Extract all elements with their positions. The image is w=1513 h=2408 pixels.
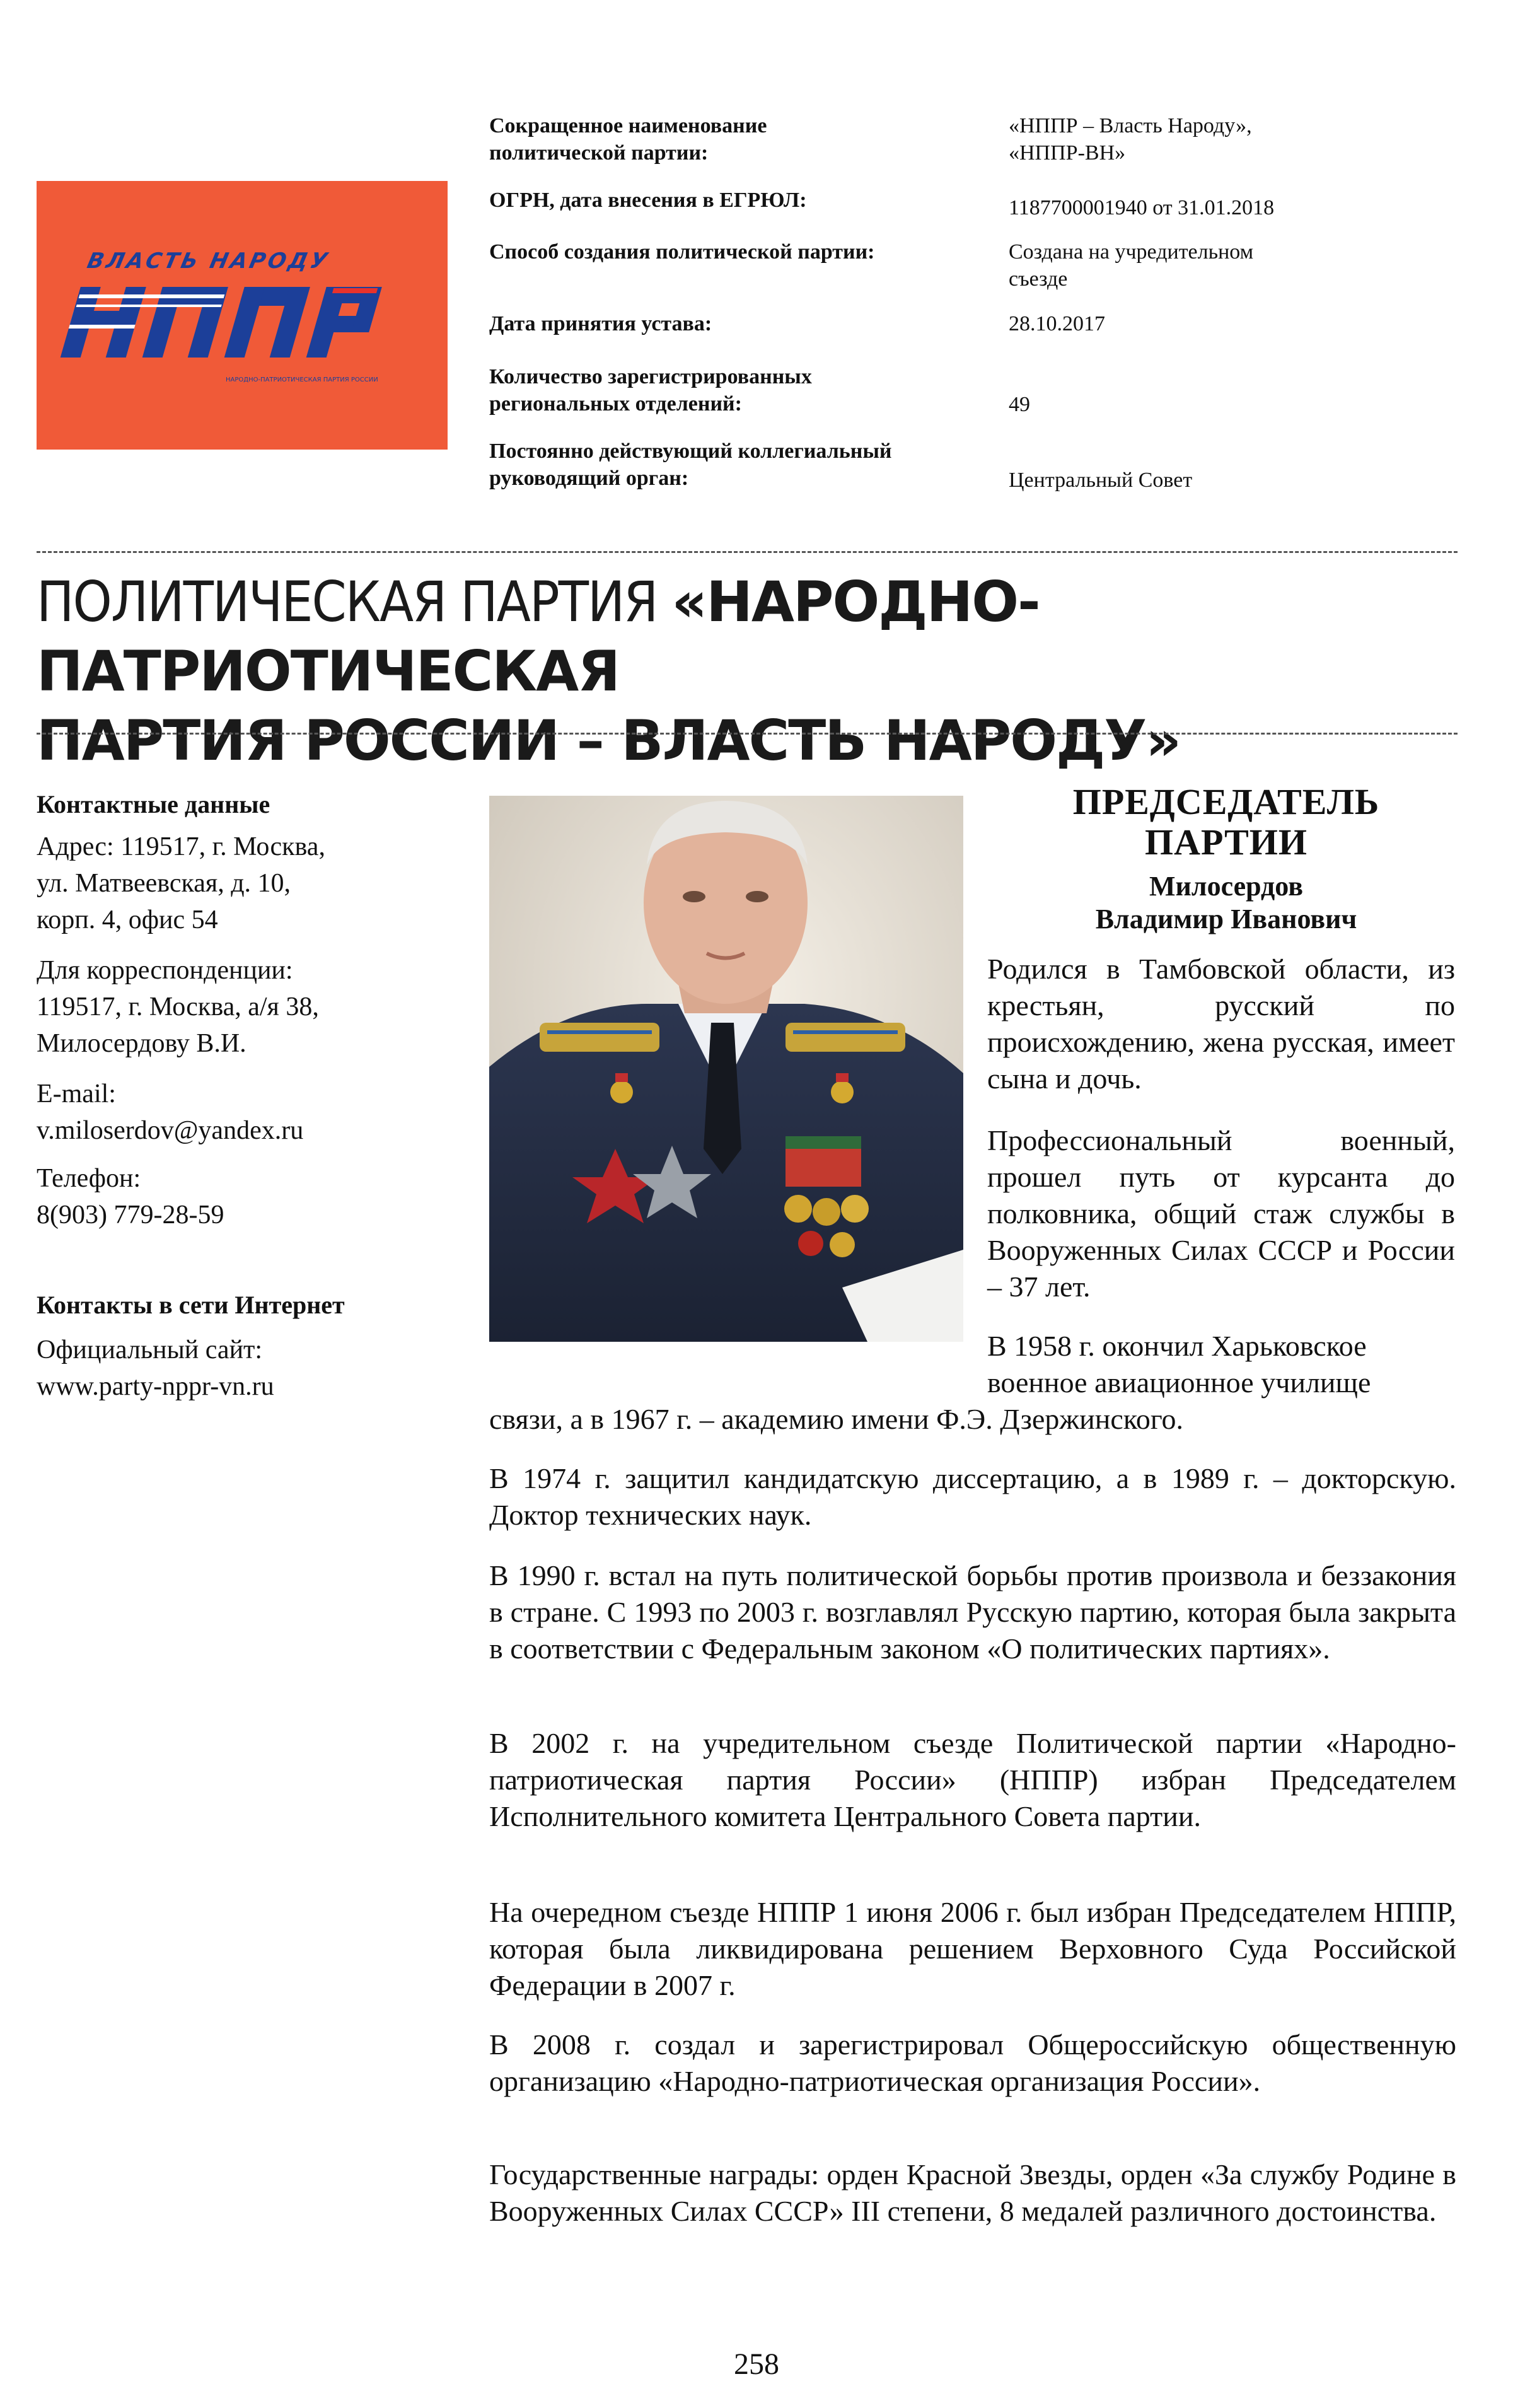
bio-paragraph-6: В 2002 г. на учредительном съезде Политической партии «Народно-патриотическая партия России» (НППР) избран Председателем Исполнительного комитета Центрального Совета партии. [489, 1727, 1456, 1832]
logo-tagline: ВЛАСТЬ НАРОДУ [84, 248, 332, 274]
contacts-email: E-mail: v.miloserdov@yandex.ru [37, 1079, 304, 1145]
title-bold-part-2: ПАРТИЯ РОССИИ – ВЛАСТЬ НАРОДУ» [37, 708, 1181, 773]
info-value-short-name: «НППР – Власть Народу», «НППР-ВН» [1009, 114, 1252, 165]
contacts-phone: Телефон: 8(903) 779-28-59 [37, 1164, 224, 1230]
info-value-regional-branches: 49 [1009, 393, 1030, 416]
info-label-charter-date: Дата принятия устава: [489, 312, 712, 335]
divider-bottom [37, 733, 1458, 735]
info-label-regional-branches: Количество зарегистрированных региональных отделений: [489, 365, 812, 416]
logo-small-text: НАРОДНО-ПАТРИОТИЧЕСКАЯ ПАРТИЯ РОССИИ [226, 376, 378, 383]
contacts-correspondence: Для корреспонденции: 119517, г. Москва, а/я 38, Милосердову В.И. [37, 956, 319, 1058]
page-title [37, 567, 1468, 776]
divider-top [37, 551, 1458, 553]
bio-paragraph-5: В 1990 г. встал на путь политической борьбы против произвола и беззакония в стране. С 1993 по 2003 г. возглавлял Русскую партию, которая была закрыта в соответствии с Федеральным законом «О политических партиях». [489, 1559, 1456, 1665]
title-light-part: ПОЛИТИЧЕСКАЯ ПАРТИЯ [37, 569, 672, 634]
info-value-charter-date: 28.10.2017 [1009, 312, 1105, 335]
party-logo [37, 181, 448, 450]
bio-paragraph-4: В 1974 г. защитил кандидатскую диссертацию, а в 1989 г. – докторскую. Доктор технических наук. [489, 1462, 1456, 1531]
bio-paragraph-3a: В 1958 г. окончил Харьковское военное авиационное училище [987, 1330, 1371, 1399]
bio-paragraph-9: Государственные награды: орден Красной Звезды, орден «За службу Родине в Вооруженных Силах СССР» III степени, 8 медалей различного достоинства. [489, 2158, 1456, 2227]
chairman-title-line2: ПАРТИИ [1144, 822, 1308, 863]
internet-heading: Контакты в сети Интернет [37, 1291, 345, 1319]
bio-paragraph-8: В 2008 г. создал и зарегистрировал Общероссийскую общественную организацию «Народно-патриотическая организация России». [489, 2028, 1456, 2097]
chairman-title-line1: ПРЕДСЕДАТЕЛЬ [1072, 781, 1380, 822]
info-value-ogrn: 1187700001940 от 31.01.2018 [1009, 196, 1275, 219]
chairman-name: Милосердов Владимир Иванович [1095, 871, 1357, 934]
contacts-address: Адрес: 119517, г. Москва, ул. Матвеевская, д. 10, корп. 4, офис 54 [37, 832, 325, 934]
info-label-creation-method: Способ создания политической партии: [489, 240, 875, 264]
contacts-site: Официальный сайт: www.party-nppr-vn.ru [37, 1335, 274, 1401]
chairman-photo [489, 796, 963, 1342]
bio-paragraph-7: На очередном съезде НППР 1 июня 2006 г. был избран Председателем НППР, которая была ликвидирована решением Верховного Суда Российской Федерации в 2007 г. [489, 1896, 1456, 2001]
chairman-title [983, 782, 1469, 863]
info-value-creation-method: Создана на учредительном съезде [1009, 240, 1254, 291]
info-label-governing-body: Постоянно действующий коллегиальный руководящий орган: [489, 439, 892, 490]
info-label-ogrn: ОГРН, дата внесения в ЕГРЮЛ: [489, 189, 807, 212]
contacts-heading: Контактные данные [37, 790, 270, 818]
info-value-governing-body: Центральный Совет [1009, 468, 1193, 492]
bio-paragraph-3b: связи, а в 1967 г. – академию имени Ф.Э. Дзержинского. [489, 1403, 1184, 1435]
bio-paragraph-2: Профессиональный военный, прошел путь от курсанта до полковника, общий стаж службы в Вооруженных Силах СССР и России – 37 лет. [987, 1124, 1455, 1303]
info-label-short-name: Сокращенное наименование политической партии: [489, 114, 767, 165]
page-number: 258 [734, 2347, 779, 2381]
bio-paragraph-1: Родился в Тамбовской области, из крестьян, русский по происхождению, жена русская, имеет сына и дочь. [987, 953, 1455, 1095]
title-bold-part-1: «НАРОДНО-ПАТРИОТИЧЕСКАЯ [37, 569, 1040, 704]
